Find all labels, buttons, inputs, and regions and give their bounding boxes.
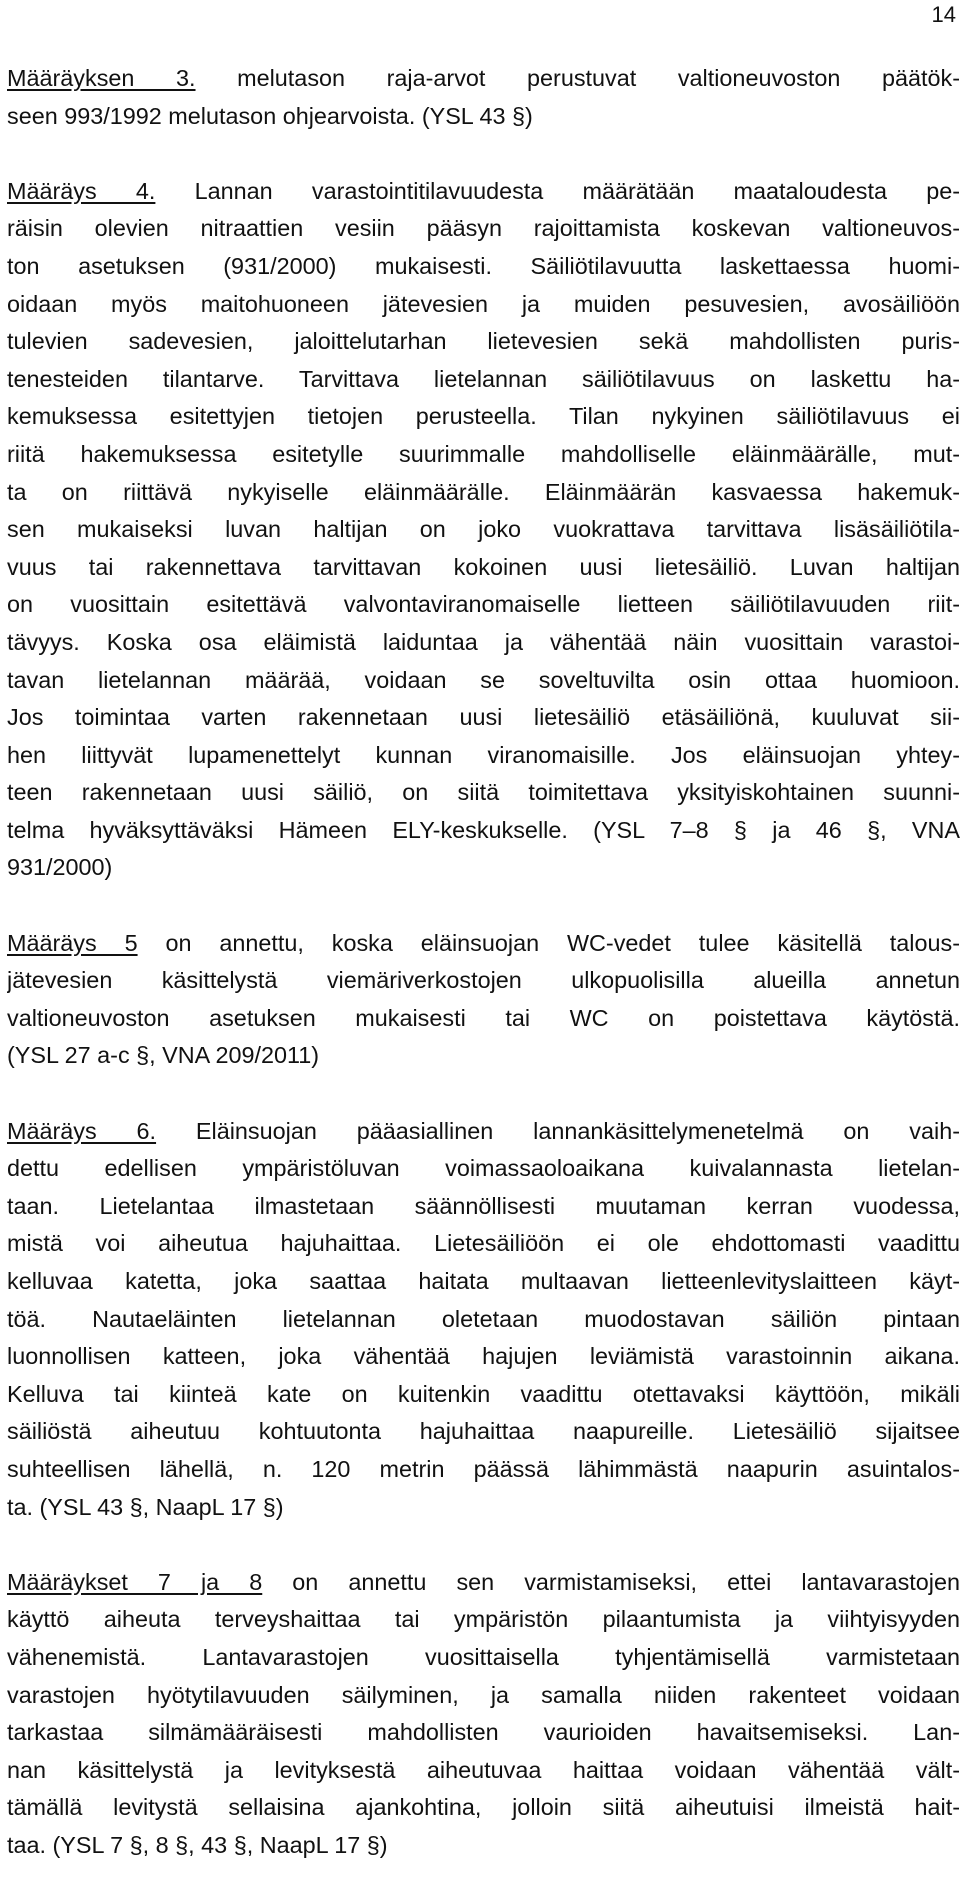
line-text: on annettu, koska eläinsuojan WC-vedet tulee käsitellä talous- [137,929,960,956]
text-line: vuus tai rakennettava tarvittavan kokoinen uusi lietesäiliö. Luvan haltijan [7,553,960,580]
text-line: valtioneuvoston asetuksen mukaisesti tai WC on poistettava käytöstä. [7,1004,960,1031]
text-line: vähenemistä. Lantavarastojen vuosittaisella tyhjentämisellä varmistetaan [7,1643,960,1670]
paragraph-maarays-5 [7,925,960,1075]
text-line: tämällä levitystä sellaisina ajankohtina, jolloin siitä aiheutuisi ilmeistä hait- [7,1794,960,1821]
text-line: luonnollisen katteen, joka vähentää hajujen leviämistä varastoinnin aikana. [7,1343,960,1370]
text-line: taa. (YSL 7 §, 8 §, 43 §, NaapL 17 §) [7,1831,388,1858]
text-line: dettu edellisen ympäristöluvan voimassaoloaikana kuivalannasta lietelan- [7,1155,960,1182]
paragraph-heading: Määräys 4. [7,177,156,204]
line-text: on annettu sen varmistamiseksi, ettei lantavarastojen [262,1568,960,1595]
text-line: säiliöstä aiheutuu kohtuutonta hajuhaittaa naapureille. Lietesäiliö sijaitsee [7,1418,960,1445]
text-line: kelluvaa katetta, joka saattaa haitata multaavan lietteenlevityslaitteen käyt- [7,1268,960,1294]
text-line: tävyys. Koska osa eläimistä laiduntaa ja vähentää näin vuosittain varastoi- [7,628,960,655]
text-line: jätevesien käsittelystä viemäriverkostojen ulkopuolisilla alueilla annetun [7,967,960,994]
text-line: töä. Nautaeläinten lietelannan oletetaan muodostavan säiliön pintaan [7,1305,960,1332]
page-number: 14 [931,2,956,27]
text-line [7,925,960,963]
text-line: sen mukaiseksi luvan haltijan on joko vuokrattava tarvittava lisäsäiliötila- [7,516,960,543]
text-line: tavan lietelannan määrää, voidaan se soveltuvilta osin ottaa huomioon. [7,666,960,693]
text-line: oidaan myös maitohuoneen jätevesien ja muiden pesuvesien, avosäiliöön [7,290,960,317]
text-line: ton asetuksen (931/2000) mukaisesti. Säiliötilavuutta laskettaessa huomi- [7,252,960,279]
text-line: nan käsittelystä ja levityksestä aiheutuvaa haittaa voidaan vähentää vält- [7,1756,960,1783]
text-line: hen liittyvät lupamenettelyt kunnan viranomaisille. Jos eläinsuojan yhtey- [7,741,960,768]
text-line: kemuksessa esitettyjen tietojen perusteella. Tilan nykyinen säiliötilavuus ei [7,403,960,430]
text-line: tulevien sadevesien, jaloittelutarhan lietevesien sekä mahdollisten puris- [7,328,960,355]
text-line [7,1113,960,1151]
text-line: seen 993/1992 melutason ohjearvoista. (YSL 43 §) [7,102,533,129]
text-line: tarkastaa silmämääräisesti mahdollisten vaurioiden havaitsemiseksi. Lan- [7,1719,960,1746]
line-text: melutason raja-arvot perustuvat valtioneuvoston päätök- [195,65,960,91]
text-line: tenesteiden tilantarve. Tarvittava lietelannan säiliötilavuus on laskettu ha- [7,365,960,392]
text-line: varastojen hyötytilavuuden säilyminen, ja samalla niiden rakenteet voidaan [7,1681,960,1708]
line-text: Lannan varastointitilavuudesta määrätään maataloudesta pe- [155,177,960,204]
text-line: mistä voi aiheutua hajuhaittaa. Lietesäiliöön ei ole ehdottomasti vaadittu [7,1230,960,1257]
text-line: Kelluva tai kiinteä kate on kuitenkin vaadittu otettavaksi käyttöön, mikäli [7,1380,960,1407]
text-line: teen rakennetaan uusi säiliö, on siitä toimitettava yksityiskohtainen suunni- [7,779,960,806]
paragraph-heading: Määräykset 7 ja 8 [7,1568,263,1595]
text-line: Jos toimintaa varten rakennetaan uusi lietesäiliö etäsäiliönä, kuuluvat sii- [7,704,960,731]
text-line: (YSL 27 a-c §, VNA 209/2011) [7,1042,320,1069]
text-line: suhteellisen lähellä, n. 120 metrin päässä lähimmästä naapurin asuintalos- [7,1455,960,1482]
text-line: on vuosittain esitettävä valvontaviranomaiselle lietteen säiliötilavuuden riit- [7,591,960,618]
text-line [7,1564,960,1602]
paragraph-heading: Määräys 6. [7,1117,157,1144]
text-line: riitä hakemuksessa esitetylle suurimmalle mahdolliselle eläinmäärälle, mut- [7,440,960,467]
paragraph-heading: Määräyksen 3. [7,65,196,91]
paragraph-maarays-4 [7,173,960,887]
paragraph-maaraykset-7-8 [7,1564,960,1865]
text-line [7,60,960,98]
paragraph-heading: Määräys 5 [7,929,138,956]
text-line: telma hyväksyttäväksi Hämeen ELY-keskukselle. (YSL 7–8 § ja 46 §, VNA [7,816,960,843]
text-line: käyttö aiheuta terveyshaittaa tai ympäristön pilaantumista ja viihtyisyyden [7,1606,960,1633]
text-line: ta. (YSL 43 §, NaapL 17 §) [7,1493,284,1520]
document-body [7,60,960,1865]
text-line: räisin olevien nitraattien vesiin pääsyn rajoittamista koskevan valtioneuvos- [7,215,960,242]
paragraph-maarays-6 [7,1113,960,1527]
text-line: taan. Lietelantaa ilmastetaan säännöllisesti muutaman kerran vuodessa, [7,1192,960,1219]
paragraph-maarays-3 [7,60,960,135]
text-line [7,173,960,211]
line-text: Eläinsuojan pääasiallinen lannankäsittelymenetelmä on vaih- [156,1117,960,1144]
text-line: ta on riittävä nykyiselle eläinmäärälle. Eläinmäärän kasvaessa hakemuk- [7,478,960,505]
text-line: 931/2000) [7,854,113,881]
